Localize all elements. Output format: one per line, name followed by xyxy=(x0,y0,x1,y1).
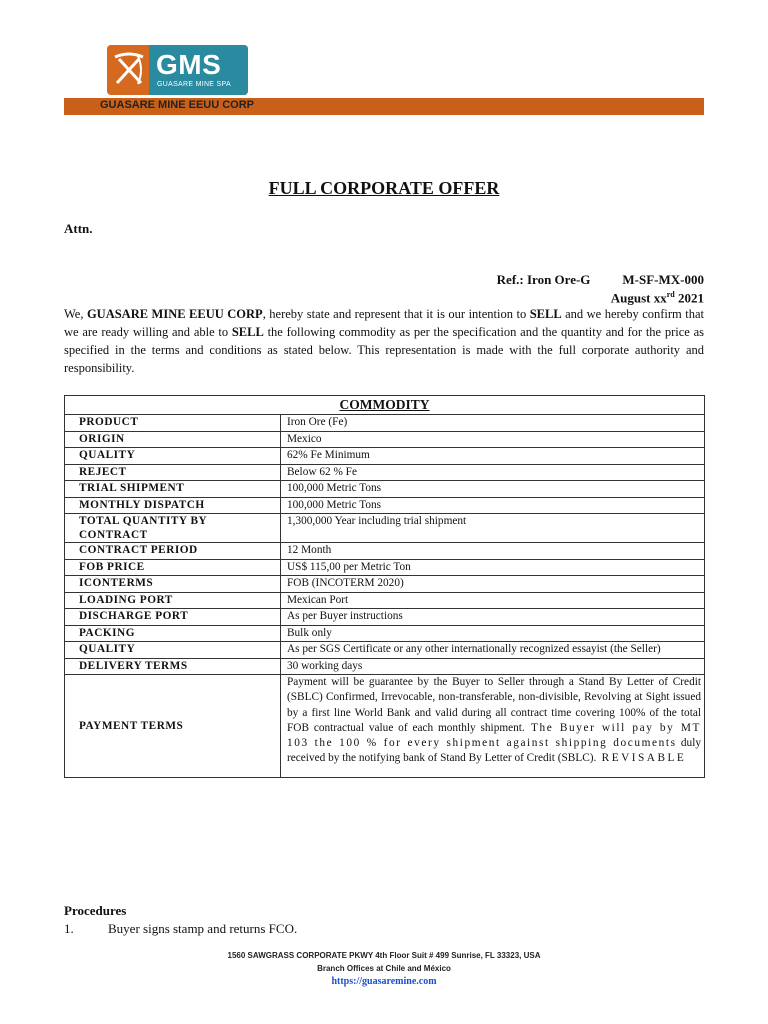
intro-company: GUASARE MINE EEUU CORP xyxy=(86,307,263,321)
intro-sell-2: SELL xyxy=(231,325,264,339)
table-row xyxy=(65,481,705,498)
banner-text: GUASARE MINE EEUU CORP xyxy=(100,99,255,111)
payment-text-3: duly received by the notifying bank of Stand By Letter of Credit (SBLC). xyxy=(287,737,701,765)
row-value: 12 Month xyxy=(281,543,705,560)
row-label: PRODUCT xyxy=(65,415,281,432)
row-label: DELIVERY TERMS xyxy=(65,658,281,675)
row-label: ORIGIN xyxy=(65,431,281,448)
row-label: ICONTERMS xyxy=(65,576,281,593)
date-suffix: rd xyxy=(666,290,675,299)
footer-address: 1560 SAWGRASS CORPORATE PKWY 4th Floor Suit # 499 Sunrise, FL 33323, USA xyxy=(227,951,541,960)
table-row xyxy=(65,642,705,659)
table-row xyxy=(65,497,705,514)
pickaxe-icon xyxy=(111,51,147,89)
row-value: 30 working days xyxy=(281,658,705,675)
row-value: 1,300,000 Year including trial shipment xyxy=(281,514,705,543)
table-row xyxy=(65,625,705,642)
logo-subtext: GUASARE MINE SPA xyxy=(157,81,231,88)
intro-text-3: and we hereby confirm that we are ready willing and able to xyxy=(64,307,704,339)
table-row xyxy=(65,431,705,448)
table-row xyxy=(65,559,705,576)
reference-code: M-SF-MX-000 xyxy=(622,272,704,287)
payment-terms-label: PAYMENT TERMS xyxy=(65,675,281,778)
row-value: Iron Ore (Fe) xyxy=(281,415,705,432)
payment-terms-value xyxy=(281,675,705,778)
document-title: FULL CORPORATE OFFER xyxy=(268,178,500,198)
intro-text-1: We, xyxy=(64,307,87,321)
reference-line xyxy=(497,272,704,288)
table-row xyxy=(65,675,705,778)
row-label: QUALITY xyxy=(65,448,281,465)
header-banner xyxy=(64,98,704,115)
row-label: CONTRACT PERIOD xyxy=(65,543,281,560)
intro-sell-1: SELL xyxy=(529,307,562,321)
commodity-table xyxy=(64,395,705,778)
row-label: MONTHLY DISPATCH xyxy=(65,497,281,514)
table-row xyxy=(65,658,705,675)
row-value: 100,000 Metric Tons xyxy=(281,481,705,498)
row-value: 100,000 Metric Tons xyxy=(281,497,705,514)
table-row xyxy=(65,514,705,543)
table-row xyxy=(65,592,705,609)
step-number: 1. xyxy=(64,921,74,936)
table-row xyxy=(65,543,705,560)
company-logo xyxy=(107,45,248,95)
date-year: 2021 xyxy=(674,290,704,306)
row-label: TOTAL QUANTITY BY CONTRACT xyxy=(65,514,281,543)
payment-text-1: Payment will be guarantee by the Buyer to Seller through a Stand By Letter of Credit (SBLC) Confirmed, Irrevocable, non-transferable, non-divisible, Revolving at Sight issued by a first line World Bank and valid during all contract time covering 100% of the total FOB contractual value of each monthly shipment. xyxy=(287,676,701,734)
row-label: LOADING PORT xyxy=(65,592,281,609)
table-row xyxy=(65,415,705,432)
row-label: PACKING xyxy=(65,625,281,642)
table-row xyxy=(65,576,705,593)
intro-paragraph xyxy=(64,305,704,377)
row-label: DISCHARGE PORT xyxy=(65,609,281,626)
row-value: FOB (INCOTERM 2020) xyxy=(281,576,705,593)
footer-url-link[interactable]: https://guasaremine.com xyxy=(331,976,437,987)
row-label: TRIAL SHIPMENT xyxy=(65,481,281,498)
row-value: Mexico xyxy=(281,431,705,448)
step-text: Buyer signs stamp and returns FCO. xyxy=(108,921,298,936)
table-row xyxy=(65,609,705,626)
row-label: FOB PRICE xyxy=(65,559,281,576)
intro-text-2: , hereby state and represent that it is our intention to xyxy=(262,307,530,321)
row-value: Bulk only xyxy=(281,625,705,642)
commodity-heading: COMMODITY xyxy=(65,396,705,415)
procedure-step xyxy=(64,921,297,937)
payment-text-2: The Buyer will pay by MT 103 the 100 % for every shipment against shipping documents xyxy=(287,721,701,750)
row-value: As per SGS Certificate or any other internationally recognized essayist (the Seller) xyxy=(281,642,705,659)
document-date xyxy=(611,290,704,306)
attn-label: Attn. xyxy=(64,221,93,236)
table-row xyxy=(65,464,705,481)
reference-label: Ref.: Iron Ore-G xyxy=(496,272,591,287)
row-value: US$ 115,00 per Metric Ton xyxy=(281,559,705,576)
row-value: Below 62 % Fe xyxy=(281,464,705,481)
row-label: QUALITY xyxy=(65,642,281,659)
date-prefix: August xx xyxy=(610,290,667,306)
row-label: REJECT xyxy=(65,464,281,481)
row-value: Mexican Port xyxy=(281,592,705,609)
payment-text-4: REVISABLE xyxy=(596,752,687,765)
row-value: 62% Fe Minimum xyxy=(281,448,705,465)
intro-text-4: the following commodity as per the specification and the quantity and for the price as specified in the terms and conditions as stated below. This representation is made with the full corporate authority and responsibility. xyxy=(64,325,704,375)
commodity-heading-row xyxy=(65,396,705,415)
table-row xyxy=(65,448,705,465)
footer-branches: Branch Offices at Chile and México xyxy=(317,964,451,973)
logo-text: GMS xyxy=(156,49,222,80)
procedures-heading: Procedures xyxy=(64,903,127,918)
row-value: As per Buyer instructions xyxy=(281,609,705,626)
